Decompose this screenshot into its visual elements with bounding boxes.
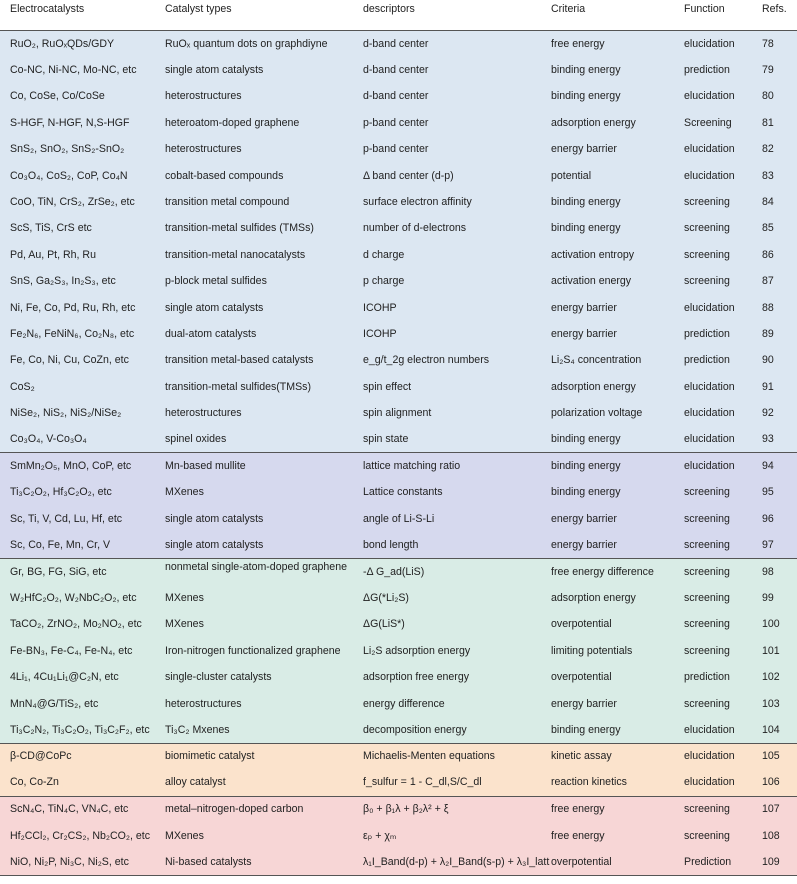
ref-cell: 105 [762, 750, 780, 763]
table-row [0, 506, 797, 532]
descriptor-cell: ΔG(LiS*) [363, 618, 405, 631]
ref-cell: 78 [762, 37, 774, 50]
table-row [0, 110, 797, 136]
ref-cell: 83 [762, 169, 774, 182]
descriptor-cell: λ₁I_Band(d-p) + λ₂I_Band(s-p) + λ₃I_latt [363, 855, 550, 868]
function-cell: elucidation [684, 301, 735, 314]
ref-cell: 79 [762, 64, 774, 77]
criteria-cell: limiting potentials [551, 644, 633, 657]
catalyst-type-cell: MXenes [165, 592, 204, 605]
function-cell: elucidation [684, 433, 735, 446]
function-cell: screening [684, 486, 730, 499]
criteria-cell: overpotential [551, 671, 612, 684]
descriptor-cell: angle of Li-S-Li [363, 512, 435, 525]
electrocatalyst-cell: MnN₄@G/TiS₂, etc [10, 697, 99, 710]
catalyst-type-cell: MXenes [165, 618, 204, 631]
function-cell: screening [684, 829, 730, 842]
table-row [0, 665, 797, 691]
criteria-cell: energy barrier [551, 143, 617, 156]
catalyst-type-cell: heterostructures [165, 90, 242, 103]
function-cell: elucidation [684, 380, 735, 393]
criteria-cell: free energy [551, 803, 605, 816]
ref-cell: 108 [762, 829, 780, 842]
header-descriptors: descriptors [363, 3, 415, 15]
criteria-cell: binding energy [551, 222, 621, 235]
ref-cell: 84 [762, 196, 774, 209]
ref-cell: 82 [762, 143, 774, 156]
catalyst-type-cell: single atom catalysts [165, 64, 264, 77]
electrocatalyst-cell: Ti₃C₂N₂, Ti₃C₂O₂, Ti₃C₂F₂, etc [10, 723, 150, 736]
table-row [0, 480, 797, 506]
function-cell: elucidation [684, 169, 735, 182]
electrocatalyst-cell: ScN₄C, TiN₄C, VN₄C, etc [10, 803, 129, 816]
ref-cell: 85 [762, 222, 774, 235]
catalyst-type-cell: heterostructures [165, 407, 242, 420]
descriptor-cell: p-band center [363, 116, 429, 129]
table-row [0, 321, 797, 347]
electrocatalyst-cell: SnS₂, SnO₂, SnS₂-SnO₂ [10, 143, 125, 156]
catalyst-type-cell: Mn-based mullite [165, 460, 246, 473]
table-row [0, 31, 797, 57]
function-cell: elucidation [684, 37, 735, 50]
descriptor-cell: bond length [363, 538, 419, 551]
function-cell: screening [684, 803, 730, 816]
descriptor-cell: energy difference [363, 697, 445, 710]
electrocatalyst-cell: Ti₃C₂O₂, Hf₃C₂O₂, etc [10, 486, 112, 499]
function-cell: elucidation [684, 90, 735, 103]
table-row [0, 797, 797, 823]
table-row [0, 137, 797, 163]
criteria-cell: binding energy [551, 90, 621, 103]
catalyst-type-cell: transition metal compound [165, 196, 290, 209]
catalyst-type-cell: dual-atom catalysts [165, 328, 257, 341]
function-cell: screening [684, 196, 730, 209]
ref-cell: 98 [762, 565, 774, 578]
catalyst-type-cell: heteroatom-doped graphene [165, 116, 300, 129]
catalyst-type-cell: transition metal-based catalysts [165, 354, 314, 367]
criteria-cell: adsorption energy [551, 380, 636, 393]
table-row [0, 823, 797, 849]
catalyst-type-cell: RuOₓ quantum dots on graphdiyne [165, 37, 328, 50]
ref-cell: 80 [762, 90, 774, 103]
ref-cell: 90 [762, 354, 774, 367]
function-cell: screening [684, 512, 730, 525]
descriptor-cell: decomposition energy [363, 723, 467, 736]
table-row [0, 84, 797, 110]
ref-cell: 96 [762, 512, 774, 525]
criteria-cell: energy barrier [551, 538, 617, 551]
function-cell: elucidation [684, 776, 735, 789]
function-cell: screening [684, 618, 730, 631]
catalyst-type-cell: Ti₃C₂ Mxenes [165, 723, 230, 736]
ref-cell: 100 [762, 618, 780, 631]
table-row [0, 57, 797, 83]
catalyst-type-cell: MXenes [165, 829, 204, 842]
ref-cell: 107 [762, 803, 780, 816]
descriptor-cell: surface electron affinity [363, 196, 472, 209]
descriptor-cell: Michaelis-Menten equations [363, 750, 495, 763]
criteria-cell: overpotential [551, 618, 612, 631]
descriptor-cell: Lattice constants [363, 486, 443, 499]
descriptor-cell: p-band center [363, 143, 429, 156]
table-row [0, 427, 797, 453]
descriptor-cell: ICOHP [363, 328, 397, 341]
descriptor-cell: ΔG(*Li₂S) [363, 592, 409, 605]
header-catalyst-types: Catalyst types [165, 3, 232, 15]
catalyst-type-cell: Iron-nitrogen functionalized graphene [165, 644, 341, 657]
catalyst-type-cell: cobalt-based compounds [165, 169, 284, 182]
descriptor-cell: β₀ + β₁λ + β₂λ² + ξ [363, 803, 449, 816]
catalyst-type-cell: biomimetic catalyst [165, 750, 255, 763]
function-cell: elucidation [684, 143, 735, 156]
table-row [0, 770, 797, 796]
catalyst-type-cell: single atom catalysts [165, 512, 264, 525]
electrocatalyst-cell: Co, CoSe, Co/CoSe [10, 90, 105, 103]
electrocatalyst-cell: Co₃O₄, CoS₂, CoP, Co₄N [10, 169, 128, 182]
criteria-cell: energy barrier [551, 301, 617, 314]
ref-cell: 103 [762, 697, 780, 710]
electrocatalyst-cell: RuO₂, RuOₓQDs/GDY [10, 37, 115, 50]
catalyst-type-cell: nonmetal single-atom-doped graphene [165, 561, 347, 573]
ref-cell: 109 [762, 855, 780, 868]
function-cell: elucidation [684, 750, 735, 763]
criteria-cell: potential [551, 169, 592, 182]
ref-cell: 92 [762, 407, 774, 420]
catalyst-type-cell: transition-metal sulfides(TMSs) [165, 380, 311, 393]
ref-cell: 102 [762, 671, 780, 684]
criteria-cell: free energy difference [551, 565, 654, 578]
electrocatalyst-cell: Pd, Au, Pt, Rh, Ru [10, 248, 96, 261]
criteria-cell: binding energy [551, 486, 621, 499]
electrocatalyst-cell: S-HGF, N-HGF, N,S-HGF [10, 116, 130, 129]
criteria-cell: energy barrier [551, 328, 617, 341]
table-row [0, 189, 797, 215]
descriptor-cell: εₚ + χₘ [363, 829, 397, 842]
criteria-cell: activation energy [551, 275, 632, 288]
ref-cell: 87 [762, 275, 774, 288]
catalyst-type-cell: metal–nitrogen-doped carbon [165, 803, 304, 816]
electrocatalyst-cell: CoO, TiN, CrS₂, ZrSe₂, etc [10, 196, 135, 209]
table-row [0, 638, 797, 664]
ref-cell: 101 [762, 644, 780, 657]
electrocatalyst-cell: Fe₂N₆, FeNiN₆, Co₂N₈, etc [10, 328, 135, 341]
descriptor-cell: number of d-electrons [363, 222, 467, 235]
function-cell: screening [684, 697, 730, 710]
function-cell: screening [684, 275, 730, 288]
electrocatalyst-cell: Hf₂CCl₂, Cr₂CS₂, Nb₂CO₂, etc [10, 829, 151, 842]
descriptor-cell: lattice matching ratio [363, 460, 461, 473]
table-row [0, 612, 797, 638]
function-cell: screening [684, 248, 730, 261]
table-row [0, 163, 797, 189]
electrocatalyst-cell: SnS, Ga₂S₃, In₂S₃, etc [10, 275, 116, 288]
electrocatalyst-cell: W₂HfC₂O₂, W₂NbC₂O₂, etc [10, 592, 137, 605]
function-cell: elucidation [684, 723, 735, 736]
catalyst-type-cell: heterostructures [165, 143, 242, 156]
catalyst-type-cell: spinel oxides [165, 433, 227, 446]
criteria-cell: adsorption energy [551, 116, 636, 129]
header-electrocatalysts: Electrocatalysts [10, 3, 85, 15]
ref-cell: 104 [762, 723, 780, 736]
electrocatalyst-cell: Co, Co-Zn [10, 776, 59, 789]
table-row [0, 269, 797, 295]
criteria-cell: free energy [551, 37, 605, 50]
electrocatalyst-cell: NiO, Ni₂P, Ni₃C, Ni₂S, etc [10, 855, 129, 868]
ref-cell: 89 [762, 328, 774, 341]
descriptor-cell: -Δ G_ad(LiS) [363, 565, 425, 578]
table-row [0, 401, 797, 427]
table-row [0, 348, 797, 374]
table-row [0, 585, 797, 611]
descriptor-cell: spin alignment [363, 407, 432, 420]
function-cell: elucidation [684, 460, 735, 473]
descriptor-cell: ICOHP [363, 301, 397, 314]
descriptor-cell: d-band center [363, 37, 429, 50]
table-row [0, 691, 797, 717]
catalyst-type-cell: single atom catalysts [165, 538, 264, 551]
descriptor-cell: spin effect [363, 380, 412, 393]
function-cell: screening [684, 565, 730, 578]
electrocatalyst-cell: Gr, BG, FG, SiG, etc [10, 565, 107, 578]
criteria-cell: binding energy [551, 460, 621, 473]
criteria-cell: energy barrier [551, 512, 617, 525]
ref-cell: 97 [762, 538, 774, 551]
catalyst-type-cell: single atom catalysts [165, 301, 264, 314]
table-row [0, 242, 797, 268]
catalyst-type-cell: single-cluster catalysts [165, 671, 272, 684]
electrocatalyst-cell: CoS₂ [10, 380, 35, 393]
table-row [0, 533, 797, 559]
ref-cell: 106 [762, 776, 780, 789]
table-row [0, 216, 797, 242]
descriptor-cell: spin state [363, 433, 409, 446]
table-row [0, 374, 797, 400]
catalyst-type-cell: Ni-based catalysts [165, 855, 252, 868]
ref-cell: 86 [762, 248, 774, 261]
table-row [0, 849, 797, 875]
electrocatalyst-cell: Sc, Ti, V, Cd, Lu, Hf, etc [10, 512, 123, 525]
header-refs: Refs. [762, 3, 787, 15]
ref-cell: 94 [762, 460, 774, 473]
function-cell: Screening [684, 116, 732, 129]
ref-cell: 93 [762, 433, 774, 446]
ref-cell: 81 [762, 116, 774, 129]
criteria-cell: free energy [551, 829, 605, 842]
criteria-cell: reaction kinetics [551, 776, 627, 789]
electrocatalyst-cell: Co-NC, Ni-NC, Mo-NC, etc [10, 64, 137, 77]
criteria-cell: activation entropy [551, 248, 635, 261]
table-row [0, 744, 797, 770]
criteria-cell: binding energy [551, 64, 621, 77]
table-header [0, 0, 797, 31]
descriptor-cell: e_g/t_2g electron numbers [363, 354, 490, 367]
electrocatalyst-cell: Fe, Co, Ni, Cu, CoZn, etc [10, 354, 129, 367]
catalyst-type-cell: transition-metal nanocatalysts [165, 248, 306, 261]
function-cell: prediction [684, 671, 730, 684]
ref-cell: 99 [762, 592, 774, 605]
electrocatalyst-cell: ScS, TiS, CrS etc [10, 222, 92, 235]
catalyst-type-cell: alloy catalyst [165, 776, 226, 789]
electrocatalyst-cell: 4Li₁, 4Cu₁Li₁@C₂N, etc [10, 671, 119, 684]
function-cell: Prediction [684, 855, 732, 868]
electrocatalyst-cell: Sc, Co, Fe, Mn, Cr, V [10, 538, 111, 551]
ref-cell: 95 [762, 486, 774, 499]
descriptor-cell: d charge [363, 248, 405, 261]
electrocatalyst-cell: Ni, Fe, Co, Pd, Ru, Rh, etc [10, 301, 136, 314]
criteria-cell: binding energy [551, 723, 621, 736]
function-cell: prediction [684, 354, 730, 367]
function-cell: screening [684, 222, 730, 235]
electrocatalyst-cell: β-CD@CoPc [10, 750, 72, 763]
function-cell: elucidation [684, 407, 735, 420]
descriptor-cell: d-band center [363, 64, 429, 77]
catalyst-type-cell: heterostructures [165, 697, 242, 710]
catalyst-type-cell: transition-metal sulfides (TMSs) [165, 222, 314, 235]
criteria-cell: overpotential [551, 855, 612, 868]
ref-cell: 88 [762, 301, 774, 314]
descriptor-cell: Δ band center (d-p) [363, 169, 454, 182]
function-cell: screening [684, 644, 730, 657]
table-row [0, 295, 797, 321]
electrocatalyst-cell: Co₃O₄, V-Co₃O₄ [10, 433, 87, 446]
electrocatalyst-cell: TaCO₂, ZrNO₂, Mo₂NO₂, etc [10, 618, 142, 631]
criteria-cell: binding energy [551, 433, 621, 446]
header-function: Function [684, 3, 725, 15]
criteria-cell: polarization voltage [551, 407, 643, 420]
electrocatalyst-cell: NiSe₂, NiS₂, NiS₂/NiSe₂ [10, 407, 122, 420]
descriptor-cell: Li₂S adsorption energy [363, 644, 471, 657]
criteria-cell: binding energy [551, 196, 621, 209]
descriptor-cell: adsorption free energy [363, 671, 470, 684]
descriptor-cell: p charge [363, 275, 405, 288]
criteria-cell: kinetic assay [551, 750, 612, 763]
descriptor-cell: d-band center [363, 90, 429, 103]
header-criteria: Criteria [551, 3, 586, 15]
table-row [0, 717, 797, 743]
criteria-cell: Li₂S₄ concentration [551, 354, 642, 367]
criteria-cell: adsorption energy [551, 592, 636, 605]
criteria-cell: energy barrier [551, 697, 617, 710]
electrocatalyst-cell: Fe-BN₃, Fe-C₄, Fe-N₄, etc [10, 644, 133, 657]
descriptor-cell: f_sulfur = 1 - C_dl,S/C_dl [363, 776, 482, 789]
electrocatalyst-cell: SmMn₂O₅, MnO, CoP, etc [10, 460, 132, 473]
catalyst-type-cell: MXenes [165, 486, 204, 499]
function-cell: screening [684, 538, 730, 551]
function-cell: screening [684, 592, 730, 605]
function-cell: prediction [684, 64, 730, 77]
ref-cell: 91 [762, 380, 774, 393]
table-row [0, 559, 797, 585]
table-row [0, 453, 797, 479]
function-cell: prediction [684, 328, 730, 341]
catalyst-type-cell: p-block metal sulfides [165, 275, 267, 288]
